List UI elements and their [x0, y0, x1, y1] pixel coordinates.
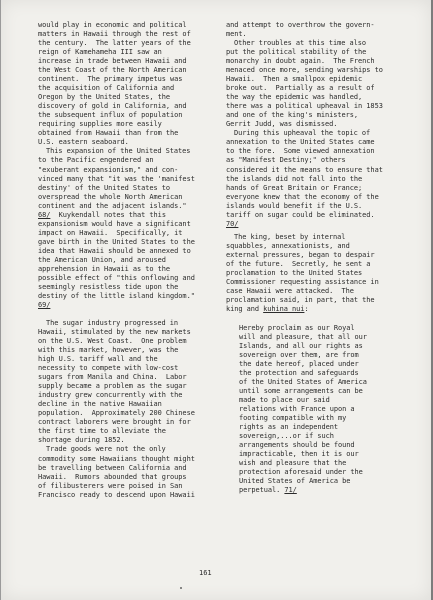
quote-line: impracticable, then it is our	[239, 449, 359, 458]
text-line: Oregon by the United States, the	[38, 93, 171, 102]
text-line: shortage during 1852.	[38, 436, 125, 445]
quote-line: made to place our said	[239, 395, 330, 404]
quote-line: arrangements should be found	[239, 440, 355, 449]
text-line: During this upheaval the topic of	[234, 129, 371, 138]
text-line: the acquisition of California and	[38, 84, 175, 93]
quote-line: the date hereof, placed under	[239, 359, 359, 368]
text-line: squabbles, annexationists, and	[226, 242, 350, 251]
text-line: impact on Hawaii. Specifically, it	[38, 228, 183, 237]
paragraph-gap	[226, 315, 414, 324]
document-page	[1, 0, 431, 600]
text-line: possible effect of "this onflowing and	[38, 273, 195, 282]
text-line: the century. The latter years of the	[38, 39, 191, 48]
text-line: proclamation to the United States	[226, 269, 363, 278]
right-column	[226, 21, 414, 495]
text-line: commodity some Hawaiians thought might	[38, 454, 195, 463]
quote-line: until some arrangements can be	[239, 386, 363, 395]
text-line: U.S. eastern seaboard.	[38, 138, 129, 147]
text-line: case Hawaii were attacked. The	[226, 287, 354, 296]
text-line: of the future. Secretly, he sent a	[226, 260, 371, 269]
text-line: would play in economic and political	[38, 21, 187, 29]
quote-line: United States of America be	[239, 477, 351, 486]
footnote-ref: 68/	[38, 210, 51, 219]
text-line: overspread the whole North American	[38, 192, 183, 201]
text-line: necessity to compete with low-cost	[38, 364, 179, 373]
text-line: external pressures, began to despair	[226, 251, 375, 260]
footnote-ref: 70/	[226, 219, 239, 228]
text-line: the first time to alleviate the	[38, 427, 166, 436]
text-line: increase in trade between Hawaii and	[38, 57, 187, 66]
text-line: broke out. Partially as a result of	[226, 84, 375, 93]
quote-line: the protection and safeguards	[239, 368, 359, 377]
text-line: obtained from Hawaii than from the	[38, 129, 179, 138]
text-line: the islands did not fall into the	[226, 174, 363, 183]
footnote-ref: 71/	[284, 486, 297, 495]
text-line: the way the epidemic was handled,	[226, 93, 363, 102]
quote-line: will and pleasure, that all our	[239, 332, 367, 341]
text-line: The king, beset by internal	[234, 233, 346, 242]
quote-line: relations with France upon a	[239, 404, 355, 413]
text-line: and attempt to overthrow the govern-	[226, 21, 375, 29]
quote-line: sovereign over them, are from	[239, 350, 359, 359]
text-line: Hawaii, stimulated by the new markets	[38, 328, 191, 337]
footnote-ref: 69/	[38, 300, 51, 309]
text-line: requiring supplies more easily	[38, 120, 162, 129]
text-line: ment.	[226, 30, 247, 39]
quote-line: sovereign,...or if such	[239, 431, 334, 440]
text-line: Hawaii. Then a smallpox epidemic	[226, 75, 363, 84]
text-line: menaced once more, sending warships to	[226, 66, 383, 75]
text-line: the West Coast of the North American	[38, 66, 187, 75]
text-line: The sugar industry progressed in	[46, 319, 179, 328]
text-line: monarchy in doubt again. The French	[226, 57, 375, 66]
text-line: reign of Kamehameha III saw an	[38, 48, 162, 57]
text-line: Trade goods were not the only	[46, 445, 166, 454]
quote-line: rights as an independent	[239, 422, 339, 431]
text-line: king and kuhina nui:	[226, 305, 309, 314]
quote-line: perpetual. 71/	[239, 486, 297, 495]
text-line: continent and the adjacent islands."	[38, 201, 187, 210]
text-line: apprehension in Hawaii as to the	[38, 264, 171, 273]
text-line: sugars from Manila and China. Labor	[38, 373, 187, 382]
text-line: Commissioner requesting assistance in	[226, 278, 379, 287]
text-line: proclamation said, in part, that the	[226, 296, 375, 305]
text-line	[226, 220, 414, 229]
text-line: of filibusterers were poised in San	[38, 481, 183, 490]
quote-line: protection aforesaid under the	[239, 468, 363, 477]
text-line: expansionism would have a significant	[38, 219, 191, 228]
text-line: Other troubles at this time also	[234, 39, 367, 48]
paragraph-gap	[38, 310, 218, 319]
text-line: Gerrit Judd, was dismissed.	[226, 120, 338, 129]
text-line: to the fore. Some viewed annexation	[226, 147, 375, 156]
text-line: as "Manifest Destiny;" others	[226, 156, 346, 165]
text-line: there was a political upheaval in 1853	[226, 102, 383, 111]
text-line: to the Pacific engendered an	[38, 156, 154, 165]
text-line: Hawaii. Rumors abounded that groups	[38, 472, 187, 481]
text-line: destiny' of the United States to	[38, 183, 171, 192]
quote-line: Hereby proclaim as our Royal	[239, 323, 355, 332]
text-line: seemingly resistless tide upon the	[38, 282, 179, 291]
text-line: tariff on sugar could be eliminated.	[226, 210, 375, 219]
text-line: continent. The primary impetus was	[38, 75, 183, 84]
text-line: This expansion of the United States	[46, 147, 191, 156]
text-line: everyone knew that the economy of the	[226, 192, 379, 201]
text-line: decline in the native Hawaiian	[38, 400, 162, 409]
text-line: put the political stability of the	[226, 48, 367, 57]
text-line: supply became a problem as the sugar	[38, 382, 187, 391]
text-line: islands would benefit if the U.S.	[226, 201, 363, 210]
text-line: discovery of gold in California, and	[38, 102, 187, 111]
quote-line: wish and pleasure that the	[239, 459, 347, 467]
text-line: with this market, however, was the	[38, 346, 179, 355]
page-number: 161	[199, 569, 212, 577]
text-line: industry grew concurrently with the	[38, 391, 183, 400]
quote-line: of the United States of America	[239, 377, 367, 386]
text-line: Francisco ready to descend upon Hawaii	[38, 490, 195, 499]
text-line: the subsequent influx of population	[38, 111, 183, 120]
text-line	[38, 301, 218, 310]
text-line: contract laborers were brought in for	[38, 418, 191, 427]
text-line: gave birth in the United States to the	[38, 237, 195, 246]
text-line: considered it the means to ensure that	[226, 165, 383, 174]
text-line: destiny of the little island kingdom."	[38, 291, 195, 300]
left-column	[38, 21, 218, 500]
text-line: matters in Hawaii through the rest of	[38, 30, 191, 39]
text-line: be travelling between California and	[38, 463, 187, 472]
text-line: and one of the king's ministers,	[226, 111, 359, 120]
text-line: vinced many that "it was the 'manifest	[38, 174, 195, 183]
text-line: 68/ Kuykendall notes that this	[38, 210, 166, 219]
quote-line: footing compatible with my	[239, 413, 347, 422]
text-line: high U.S. tariff wall and the	[38, 355, 158, 364]
text-line: hands of Great Britain or France;	[226, 183, 363, 192]
footnote-ref: kuhina nui	[263, 305, 305, 314]
text-line: "exuberant expansionism," and con-	[38, 165, 179, 174]
text-line: the American Union, and aroused	[38, 255, 166, 264]
quote-line: Islands, and all our rights as	[239, 341, 363, 350]
text-line: population. Approximately 200 Chinese	[38, 409, 195, 418]
text-line: annexation to the United States came	[226, 138, 375, 147]
text-line: on the U.S. West Coast. One problem	[38, 337, 187, 346]
scan-speck	[180, 587, 182, 589]
text-line: idea that Hawaii should be annexed to	[38, 246, 191, 255]
